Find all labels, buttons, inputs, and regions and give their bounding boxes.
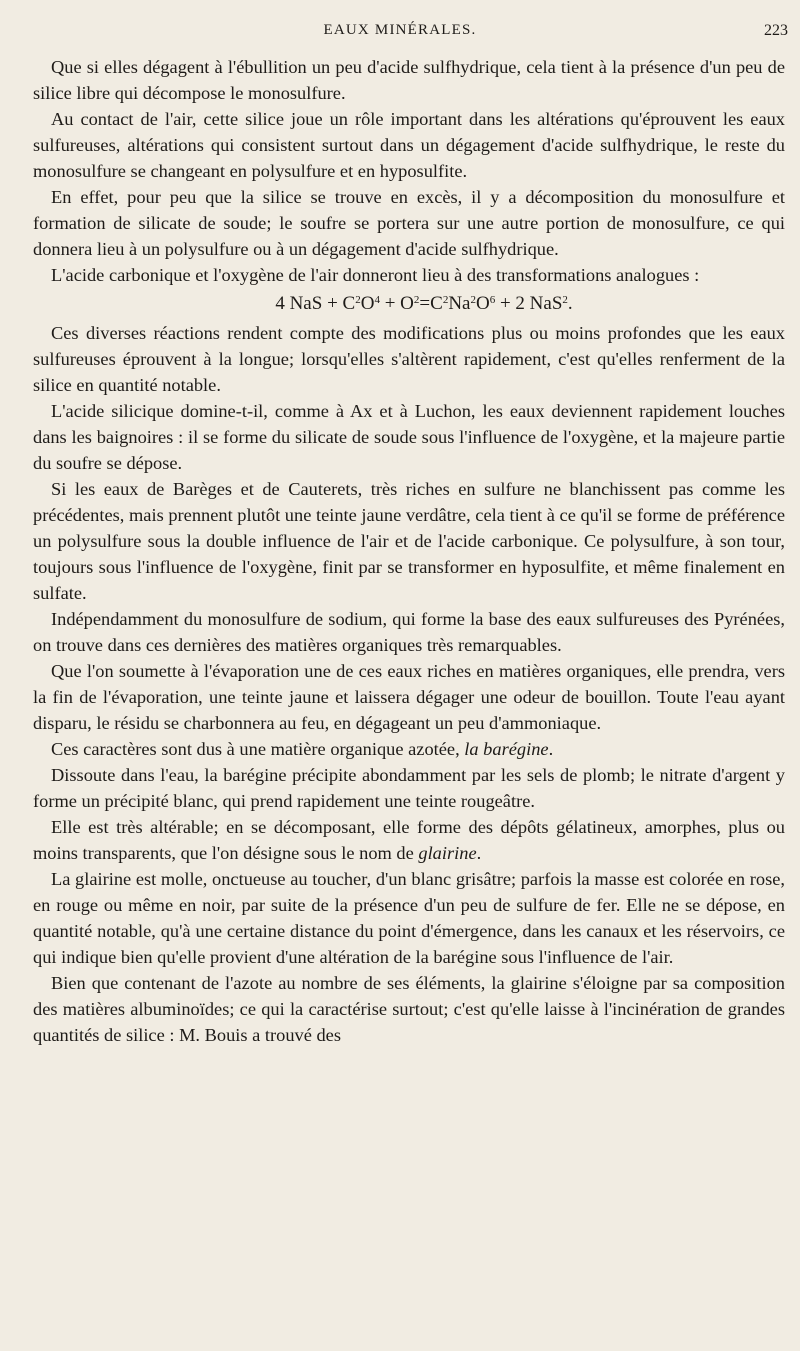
eq-product-c: C: [430, 293, 443, 314]
paragraph-7: Si les eaux de Barèges et de Cauterets, très riches en sulfure ne blanchissent pas comme les précédentes, mais prennent plutôt une teinte jaune verdâtre, cela tient à ce qu'il se forme de préférence un polysulfure sous la double influence de l'air et de l'acide carbonique. Ce polysulfure, à son tour, toujours sous l'influence de l'oxygène, finit par se transformer en hyposulfite, et même finalement en sulfate.: [33, 479, 785, 603]
paragraph-4: L'acide carbonique et l'oxygène de l'air donneront lieu à des transformations analogues :: [51, 265, 700, 285]
eq-subscript: 4: [374, 294, 380, 306]
eq-plus: +: [499, 293, 511, 314]
chemical-equation: [33, 288, 785, 320]
paragraph-2: Au contact de l'air, cette silice joue un rôle important dans les altérations qu'éprouvent les eaux sulfureuses, altérations qui consistent surtout dans un dégagement d'acide sulfhydrique, le reste du monosulfure se changeant en polysulfure et en hyposulfite.: [33, 109, 785, 181]
eq-subscript: 2: [562, 294, 568, 306]
paragraph-13: La glairine est molle, onctueuse au toucher, d'un blanc grisâtre; parfois la masse est colorée en rose, en rouge ou même en noir, par suite de la présence d'un peu de sulfure de fer. Elle ne se dépose, en quantité notable, qu'à une certaine distance du point d'émergence, dans les canaux et les réservoirs, ce qui indique bien qu'elle provient d'une altération de la barégine sous l'influence de l'air.: [33, 869, 785, 967]
paragraph-5: Ces diverses réactions rendent compte des modifications plus ou moins profondes que les eaux sulfureuses éprouvent à la longue; lorsqu'elles s'altèrent rapidement, c'est qu'elles renferment de la silice en quantité notable.: [33, 323, 785, 395]
eq-product-o: O: [475, 293, 490, 314]
eq-reactant-nas: NaS: [289, 293, 323, 314]
paragraph-10-text: Ces caractères sont dus à une matière organique azotée,: [51, 739, 465, 759]
paragraph-12: [33, 814, 785, 866]
eq-subscript: 6: [489, 294, 496, 306]
paragraph-3: En effet, pour peu que la silice se trouve en excès, il y a décomposition du monosulfure et formation de silicate de soude; le soufre se portera sur une autre portion de monosulfure, ce qui donnera lieu à un polysulfure ou à un dégagement d'acide sulfhydrique.: [33, 187, 785, 259]
eq-period: .: [567, 293, 573, 314]
term-baregine: la barégine: [464, 739, 549, 759]
paragraph-1: Que si elles dégagent à l'ébullition un peu d'acide sulfhydrique, cela tient à la présence d'un peu de silice libre qui décompose le monosulfure.: [33, 57, 785, 103]
eq-reactant-oxygen: O: [400, 293, 414, 314]
eq-reactant-o: O: [360, 293, 375, 314]
eq-reactant-c: C: [342, 293, 356, 314]
paragraph-11: Dissoute dans l'eau, la barégine précipite abondamment par les sels de plomb; le nitrate d'argent y forme un précipité blanc, qui prend rapidement une teinte rougeâtre.: [33, 765, 785, 811]
eq-product-nas: NaS: [529, 293, 563, 314]
paragraph-12-text: Elle est très altérable; en se décomposant, elle forme des dépôts gélatineux, amorphes, plus ou moins transparents, que l'on désigne sous le nom de: [33, 817, 785, 863]
term-glairine: glairine: [418, 843, 477, 863]
paragraph-10-end: .: [548, 739, 554, 759]
eq-coefficient: 2: [515, 293, 525, 314]
eq-coefficient: 4: [275, 293, 285, 314]
paragraph-10: [33, 736, 785, 762]
eq-product-na: Na: [448, 293, 471, 314]
paragraph-14: Bien que contenant de l'azote au nombre de ses éléments, la glairine s'éloigne par sa composition des matières albuminoïdes; ce qui la caractérise surtout; c'est qu'elle laisse à l'incinération de grandes quantités de silice : M. Bouis a trouvé des: [33, 973, 785, 1045]
text-body: [33, 54, 785, 1048]
eq-plus: +: [384, 293, 396, 314]
page-number: 223: [764, 22, 788, 39]
eq-subscript: 2: [442, 294, 449, 306]
running-head: [0, 20, 800, 46]
eq-plus: +: [327, 293, 338, 314]
eq-subscript: 2: [413, 294, 420, 306]
paragraph-6: L'acide silicique domine-t-il, comme à Ax et à Luchon, les eaux deviennent rapidement louches dans les baignoires : il se forme du silicate de soude sous l'influence de l'oxygène, et la majeure partie du soufre se dépose.: [33, 401, 785, 473]
paragraph-9: Que l'on soumette à l'évaporation une de ces eaux riches en matières organiques, elle prendra, vers la fin de l'évaporation, une teinte jaune et laissera dégager une odeur de bouillon. Toute l'eau ayant disparu, le résidu se charbonnera au feu, en dégageant un peu d'ammoniaque.: [33, 661, 785, 733]
running-title: EAUX MINÉRALES.: [323, 22, 477, 38]
paragraph-8: Indépendamment du monosulfure de sodium, qui forme la base des eaux sulfureuses des Pyrénées, on trouve dans ces dernières des matières organiques très remarquables.: [33, 609, 785, 655]
eq-equals: =: [419, 293, 431, 314]
paragraph-12-end: .: [476, 843, 482, 863]
eq-subscript: 2: [355, 294, 361, 306]
eq-subscript: 2: [470, 294, 476, 306]
